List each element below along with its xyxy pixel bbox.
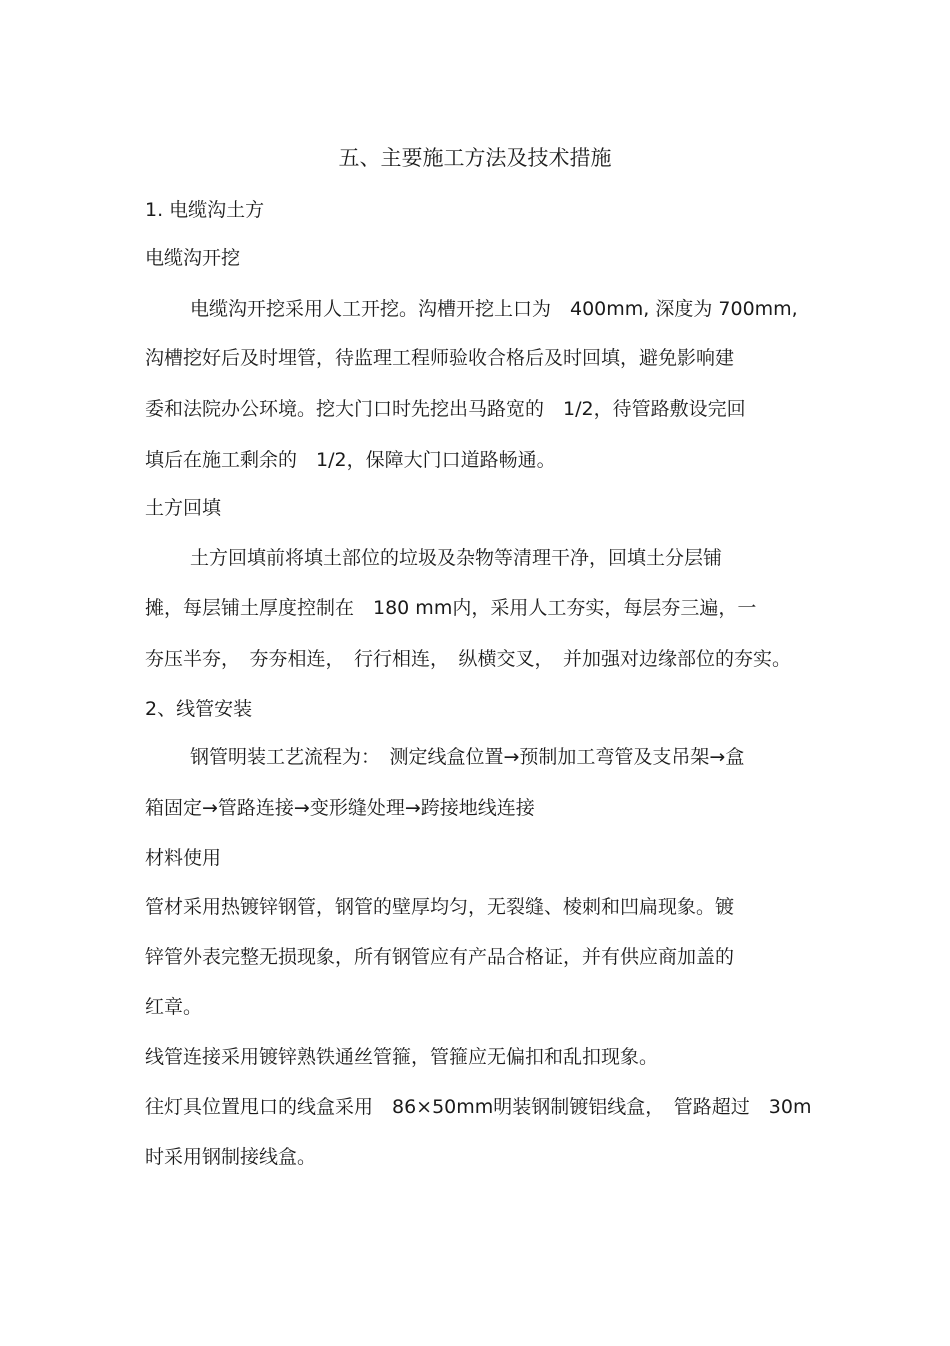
paragraph-line: 填后在施工剩余的 1/2，保障大门口道路畅通。 [145, 449, 556, 471]
paragraph-line: 红章。 [145, 996, 203, 1018]
paragraph-line: 管材采用热镀锌钢管，钢管的壁厚均匀，无裂缝、棱刺和凹扁现象。镀 [145, 896, 735, 918]
section-heading-conduit-installation: 2、线管安装 [145, 698, 253, 720]
paragraph-line: 土方回填前将填土部位的垃圾及杂物等清理干净，回填土分层铺 [190, 547, 723, 569]
paragraph-line: 沟槽挖好后及时埋管，待监理工程师验收合格后及时回填，避免影响建 [145, 347, 735, 369]
paragraph-line: 箱固定→管路连接→变形缝处理→跨接地线连接 [145, 797, 535, 819]
paragraph-line: 线管连接采用镀锌熟铁通丝管箍，管箍应无偏扣和乱扣现象。 [145, 1046, 659, 1068]
paragraph-line: 委和法院办公环境。挖大门口时先挖出马路宽的 1/2，待管路敷设完回 [145, 398, 746, 420]
paragraph-line: 钢管明装工艺流程为： 测定线盒位置→预制加工弯管及支吊架→盒 [190, 746, 745, 768]
paragraph-line: 摊，每层铺土厚度控制在 180 mm内，采用人工夯实，每层夯三遍，一 [145, 597, 757, 619]
page-title: 五、主要施工方法及技术措施 [338, 146, 612, 170]
paragraph-line: 夯压半夯， 夯夯相连， 行行相连， 纵横交叉， 并加强对边缘部位的夯实。 [145, 648, 792, 670]
section-heading-cable-trench: 1. 电缆沟土方 [145, 199, 265, 221]
subheading-backfill: 土方回填 [145, 497, 222, 519]
subheading-materials: 材料使用 [145, 847, 222, 869]
subheading-trench-excavation: 电缆沟开挖 [145, 247, 241, 269]
paragraph-line: 电缆沟开挖采用人工开挖。沟槽开挖上口为 400mm, 深度为 700mm, [190, 298, 798, 320]
paragraph-line: 锌管外表完整无损现象，所有钢管应有产品合格证，并有供应商加盖的 [145, 946, 735, 968]
paragraph-line: 时采用钢制接线盒。 [145, 1146, 317, 1168]
paragraph-line: 往灯具位置甩口的线盒采用 86×50mm明装钢制镀铝线盒， 管路超过 30m [145, 1096, 812, 1118]
